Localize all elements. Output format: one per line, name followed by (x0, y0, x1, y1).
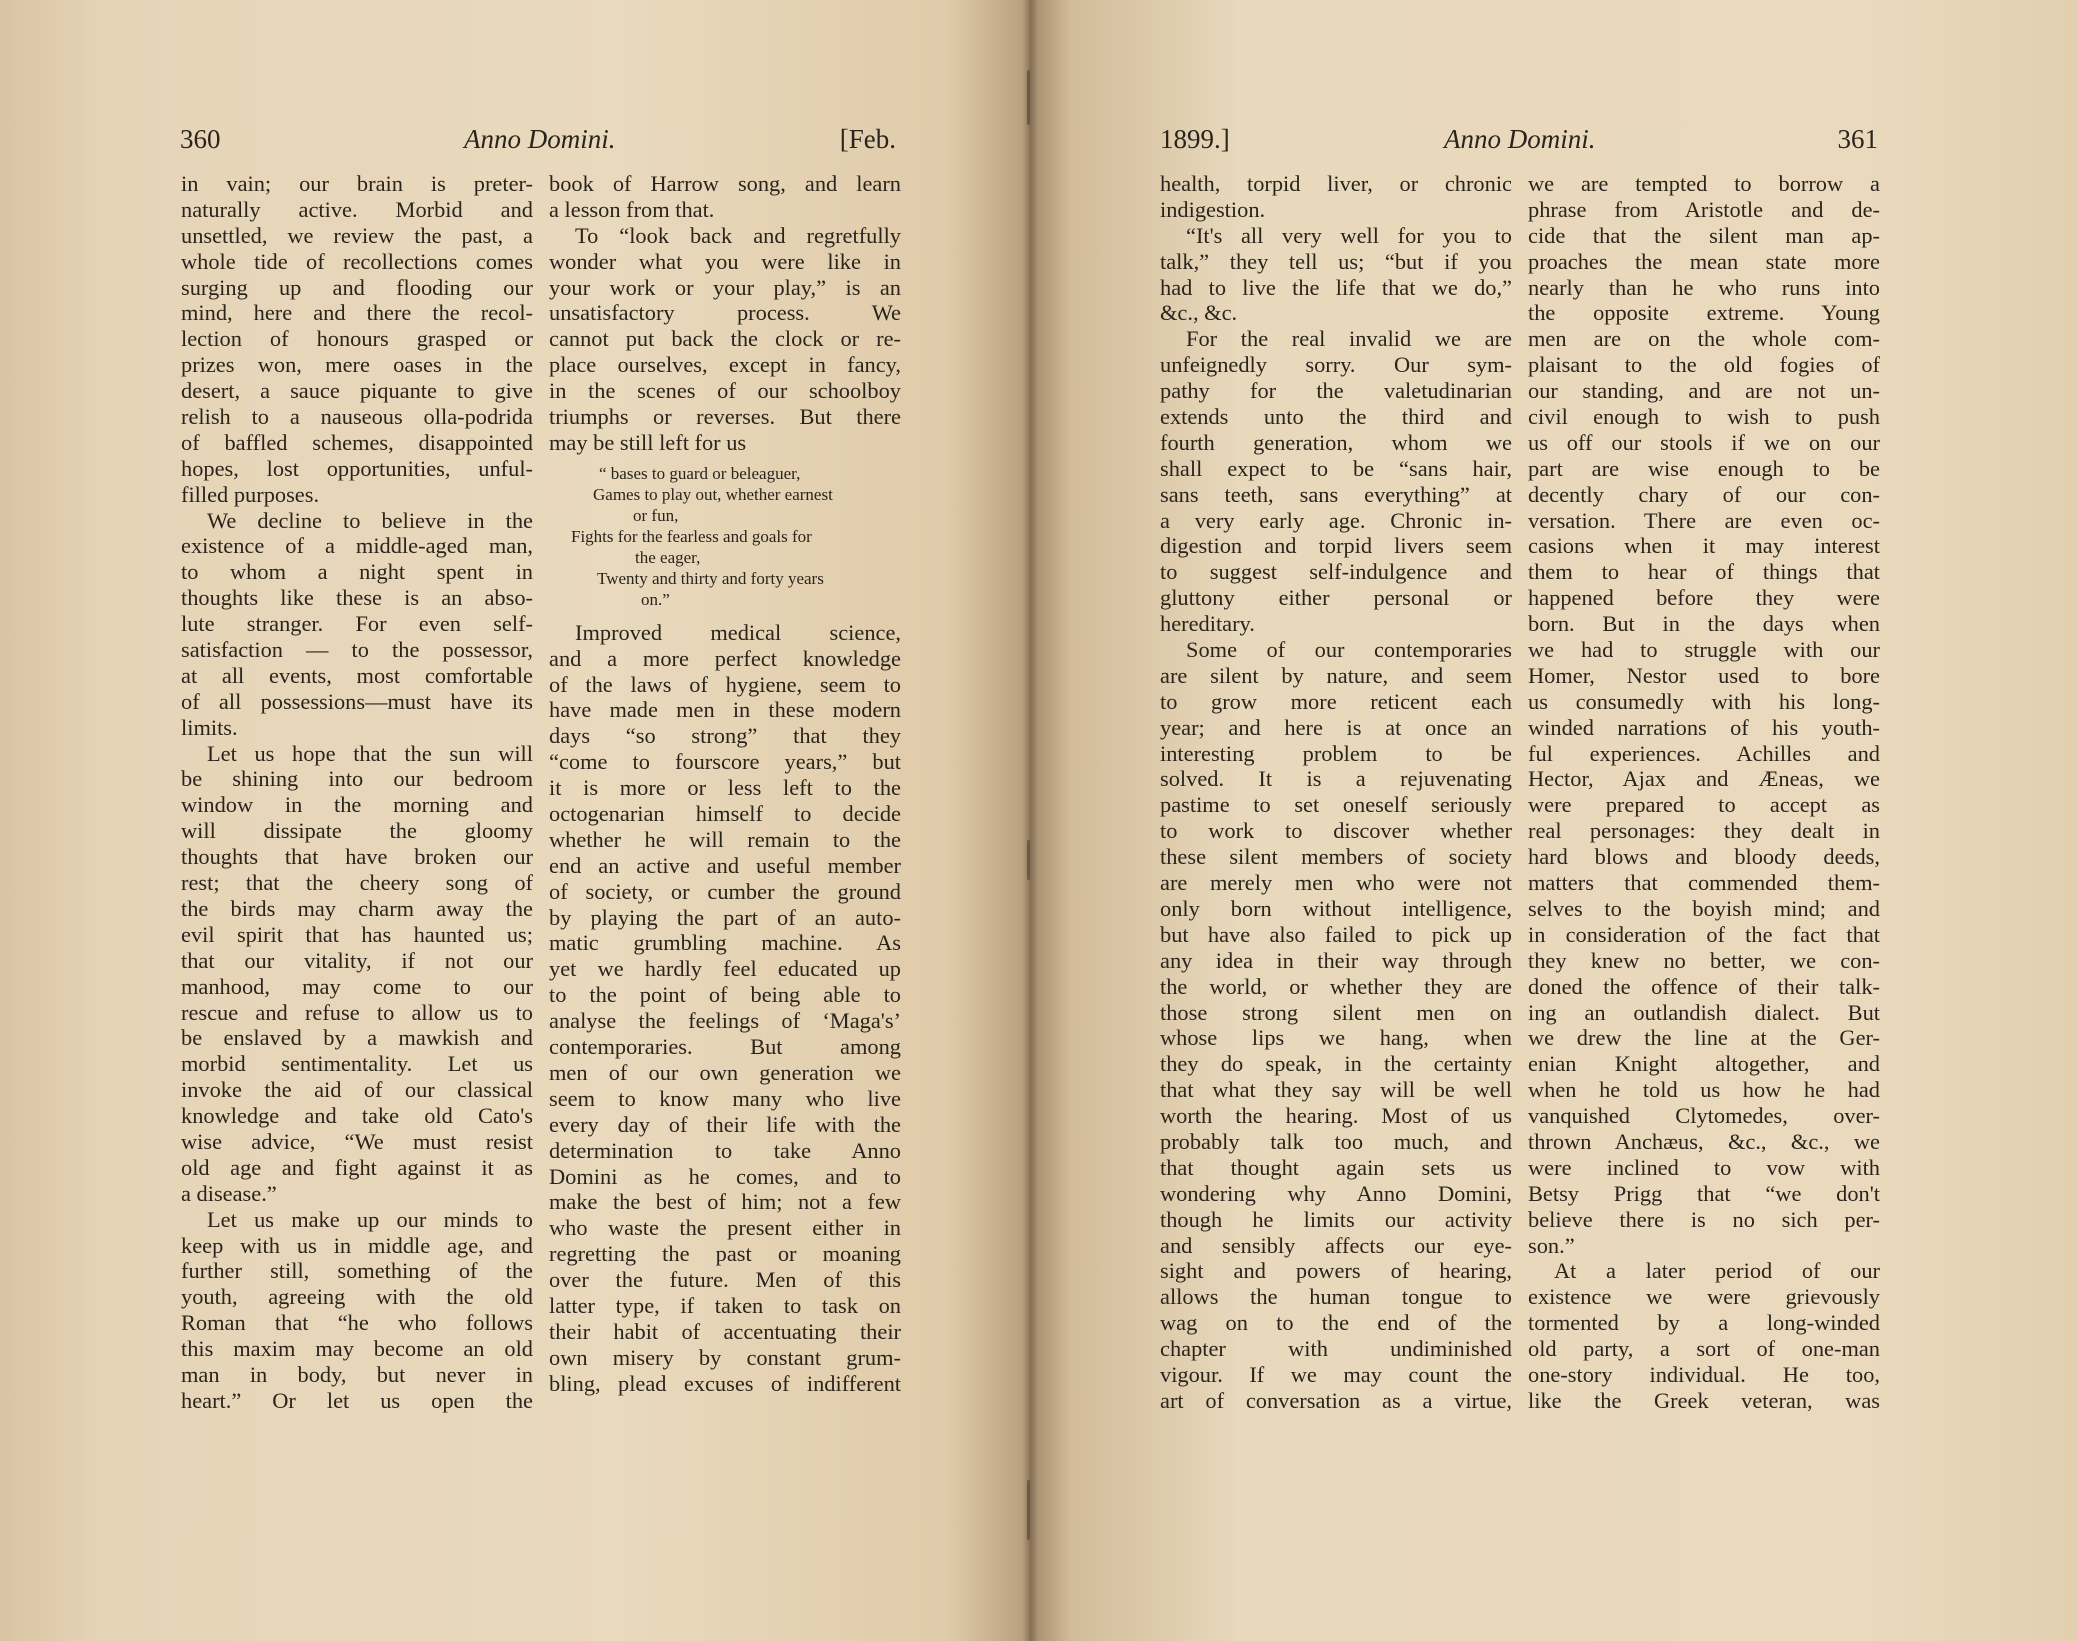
text-line: solved. It is a rejuvenating (1160, 766, 1512, 792)
book-gutter (1022, 0, 1038, 1641)
text-line: existence of a middle-aged man, (181, 533, 533, 559)
text-line: happened before they were (1528, 585, 1880, 611)
text-line: unsettled, we review the past, a (181, 222, 533, 248)
text-line: interesting problem to be (1160, 740, 1512, 766)
text-line: to whom a night spent in (181, 559, 533, 585)
text-line: shall expect to be “sans hair, (1160, 455, 1512, 481)
text-line: proaches the mean state more (1528, 248, 1880, 274)
text-line: allows the human tongue to (1160, 1284, 1512, 1310)
text-line: any idea in their way through (1160, 947, 1512, 973)
text-line: sans teeth, sans everything” at (1160, 481, 1512, 507)
text-line: they do speak, in the certainty (1160, 1051, 1512, 1077)
text-line: triumphs or reverses. But there (549, 404, 901, 430)
text-line: nearly than he who runs into (1528, 274, 1880, 300)
text-line: limits. (181, 714, 238, 740)
text-line: window in the morning and (181, 792, 533, 818)
text-line: winded narrations of his youth- (1528, 714, 1880, 740)
text-line: we are tempted to borrow a (1528, 171, 1880, 196)
text-line: Improved medical science, (575, 619, 901, 645)
text-line: and sensibly affects our eye- (1160, 1232, 1512, 1258)
text-line: casions when it may interest (1528, 533, 1880, 559)
text-line: a very early age. Chronic in- (1160, 507, 1512, 533)
text-line: sight and powers of hearing, (1160, 1258, 1512, 1284)
text-line: in the scenes of our schoolboy (549, 378, 901, 404)
poem-line: Games to play out, whether earnest (593, 484, 833, 504)
text-line: wise advice, “We must resist (181, 1128, 533, 1154)
page-number: 360 (180, 124, 221, 154)
poem-line: or fun, (633, 505, 679, 525)
text-line: seem to know many who live (549, 1085, 901, 1111)
text-line: Let us hope that the sun will (207, 740, 533, 766)
text-line: man in body, but never in (181, 1361, 533, 1387)
text-line: of baffled schemes, disappointed (181, 429, 533, 455)
page-number: 361 (1837, 124, 1878, 154)
text-line: further still, something of the (181, 1258, 533, 1284)
text-line: versation. There are even oc- (1528, 507, 1880, 533)
text-line: thoughts that have broken our (181, 844, 533, 870)
text-line: doned the offence of their talk- (1528, 973, 1880, 999)
text-line: satisfaction — to the possessor, (181, 637, 533, 663)
text-line: determination to take Anno (549, 1137, 901, 1163)
text-line: hard blows and bloody deeds, (1528, 844, 1880, 870)
text-line: we drew the line at the Ger- (1528, 1025, 1880, 1051)
text-line: have made men in these modern (549, 697, 901, 723)
text-line: though he limits our activity (1160, 1206, 1512, 1232)
text-line: that what they say will be well (1160, 1077, 1512, 1103)
text-line: morbid sentimentality. Let us (181, 1051, 533, 1077)
text-line: end an active and useful member (549, 852, 901, 878)
text-line: this maxim may become an old (181, 1336, 533, 1362)
poem-line: “ bases to guard or beleaguer, (599, 463, 801, 483)
text-line: selves to the boyish mind; and (1528, 895, 1880, 921)
text-line: plaisant to the old fogies of (1528, 352, 1880, 378)
text-line: unfeignedly sorry. Our sym- (1160, 352, 1512, 378)
text-line: cide that the silent man ap- (1528, 222, 1880, 248)
text-line: regretting the past or moaning (549, 1241, 901, 1267)
text-line: keep with us in middle age, and (181, 1232, 533, 1258)
text-line: Let us make up our minds to (207, 1206, 533, 1232)
binding-stitch (1027, 1480, 1030, 1540)
text-line: may be still left for us (549, 429, 747, 455)
text-line: old age and fight against it as (181, 1154, 533, 1180)
text-line: relish to a nauseous olla-podrida (181, 404, 533, 430)
right-page-column-1 (1160, 171, 1512, 1414)
text-line: vanquished Clytomedes, over- (1528, 1103, 1880, 1129)
text-line: of all possessions—must have its (181, 688, 533, 714)
text-line: were inclined to vow with (1528, 1154, 1880, 1180)
text-line: to suggest self-indulgence and (1160, 559, 1512, 585)
section-date: 1899.] (1160, 124, 1230, 154)
text-line: worth the hearing. Most of us (1160, 1103, 1512, 1129)
section-date: [Feb. (839, 124, 896, 154)
text-line: gluttony either personal or (1160, 585, 1512, 611)
text-line: rescue and refuse to allow us to (181, 999, 533, 1025)
text-line: Homer, Nestor used to bore (1528, 662, 1880, 688)
text-line: we had to struggle with our (1528, 637, 1880, 663)
text-line: those strong silent men on (1160, 999, 1512, 1025)
text-line: probably talk too much, and (1160, 1128, 1512, 1154)
text-line: matic grumbling machine. As (549, 930, 901, 956)
text-line: Roman that “he who follows (181, 1310, 533, 1336)
text-line: year; and here is at once an (1160, 714, 1512, 740)
text-line: rest; that the cheery song of (181, 870, 533, 896)
text-line: the birds may charm away the (181, 895, 533, 921)
text-line: yet we hardly feel educated up (549, 956, 901, 982)
text-line: will dissipate the gloomy (181, 818, 533, 844)
text-line: knowledge and take old Cato's (181, 1103, 533, 1129)
text-line: over the future. Men of this (549, 1267, 901, 1293)
poem-line: Twenty and thirty and forty years (597, 568, 824, 588)
text-line: in vain; our brain is preter- (181, 171, 533, 196)
text-line: youth, agreeing with the old (181, 1284, 533, 1310)
text-line: who waste the present either in (549, 1215, 901, 1241)
text-line: lection of honours grasped or (181, 326, 533, 352)
text-line: our standing, and are not un- (1528, 378, 1880, 404)
text-line: surging up and flooding our (181, 274, 533, 300)
text-line: be enslaved by a mawkish and (181, 1025, 533, 1051)
left-page-column-2 (549, 171, 901, 1397)
text-line: wondering why Anno Domini, (1160, 1180, 1512, 1206)
running-title: Anno Domini. (464, 124, 616, 154)
text-line: believe there is no sich per- (1528, 1206, 1880, 1232)
text-line: men of our own generation we (549, 1059, 901, 1085)
left-page-header (180, 124, 896, 164)
text-line: heart.” Or let us open the (181, 1387, 533, 1413)
text-line: are merely men who were not (1160, 870, 1512, 896)
text-line: health, torpid liver, or chronic (1160, 171, 1512, 196)
text-line: bling, plead excuses of indifferent (549, 1370, 901, 1396)
running-title: Anno Domini. (1444, 124, 1596, 154)
text-line: tormented by a long-winded (1528, 1310, 1880, 1336)
text-line: be shining into our bedroom (181, 766, 533, 792)
text-line: filled purposes. (181, 481, 320, 507)
left-page-column-1 (181, 171, 533, 1414)
text-line: part are wise enough to be (1528, 455, 1880, 481)
text-line: a disease.” (181, 1180, 277, 1206)
text-line: evil spirit that has haunted us; (181, 921, 533, 947)
text-line: thoughts like these is an abso- (181, 585, 533, 611)
text-line: invoke the aid of our classical (181, 1077, 533, 1103)
text-line: it is more or less left to the (549, 775, 901, 801)
text-line: were prepared to accept as (1528, 792, 1880, 818)
text-line: existence we were grievously (1528, 1284, 1880, 1310)
poem-quote (549, 463, 901, 610)
text-line: decently chary of our con- (1528, 481, 1880, 507)
text-line: vigour. If we may count the (1160, 1361, 1512, 1387)
text-line: Some of our contemporaries (1186, 637, 1512, 663)
text-line: Betsy Prigg that “we don't (1528, 1180, 1880, 1206)
text-line: Domini as he comes, and to (549, 1163, 901, 1189)
poem-line: on.” (641, 589, 670, 609)
text-line: them to hear of things that (1528, 559, 1880, 585)
text-line: hereditary. (1160, 611, 1255, 637)
text-line: ful experiences. Achilles and (1528, 740, 1880, 766)
text-line: whole tide of recollections comes (181, 248, 533, 274)
text-line: of the laws of hygiene, seem to (549, 671, 901, 697)
text-line: like the Greek veteran, was (1528, 1387, 1880, 1413)
text-line: are silent by nature, and seem (1160, 662, 1512, 688)
text-line: place ourselves, except in fancy, (549, 352, 901, 378)
text-line: ing an outlandish dialect. But (1528, 999, 1880, 1025)
text-line: they knew no better, we con- (1528, 947, 1880, 973)
text-line: desert, a sauce piquante to give (181, 378, 533, 404)
text-line: that our vitality, if not our (181, 947, 533, 973)
text-line: pastime to set oneself seriously (1160, 792, 1512, 818)
text-line: a lesson from that. (549, 196, 715, 222)
text-line: analyse the feelings of ‘Maga's’ (549, 1008, 901, 1034)
text-line: whose lips we hang, when (1160, 1025, 1512, 1051)
text-line: that thought again sets us (1160, 1154, 1512, 1180)
text-line: us consumedly with his long- (1528, 688, 1880, 714)
text-line: real personages: they dealt in (1528, 818, 1880, 844)
text-line: every day of their life with the (549, 1111, 901, 1137)
text-line: indigestion. (1160, 196, 1266, 222)
text-line: to work to discover whether (1160, 818, 1512, 844)
text-line: digestion and torpid livers seem (1160, 533, 1512, 559)
binding-stitch (1027, 70, 1030, 125)
text-line: octogenarian himself to decide (549, 801, 901, 827)
text-line: naturally active. Morbid and (181, 196, 533, 222)
text-line: old party, a sort of one-man (1528, 1336, 1880, 1362)
text-line: son.” (1528, 1232, 1575, 1258)
text-line: phrase from Aristotle and de- (1528, 196, 1880, 222)
text-line: of society, or cumber the ground (549, 878, 901, 904)
text-line: Hector, Ajax and Æneas, we (1528, 766, 1880, 792)
text-line: us off our stools if we on our (1528, 429, 1880, 455)
text-line: cannot put back the clock or re- (549, 326, 901, 352)
text-line: book of Harrow song, and learn (549, 171, 901, 196)
right-page-header (1160, 124, 1878, 164)
text-line: civil enough to wish to push (1528, 404, 1880, 430)
text-line: wag on to the end of the (1160, 1310, 1512, 1336)
text-line: fourth generation, whom we (1160, 429, 1512, 455)
text-line: to the point of being able to (549, 982, 901, 1008)
text-line: We decline to believe in the (207, 507, 533, 533)
text-line: pathy for the valetudinarian (1160, 378, 1512, 404)
text-line: their habit of accentuating their (549, 1318, 901, 1344)
text-line: at all events, most comfortable (181, 662, 533, 688)
text-line: whether he will remain to the (549, 826, 901, 852)
text-line: art of conversation as a virtue, (1160, 1387, 1512, 1413)
text-line: lute stranger. For even self- (181, 611, 533, 637)
poem-line: Fights for the fearless and goals for (571, 526, 812, 546)
text-line: chapter with undiminished (1160, 1336, 1512, 1362)
text-line: but have also failed to pick up (1160, 921, 1512, 947)
text-line: had to live the life that we do,” (1160, 274, 1512, 300)
text-line: only born without intelligence, (1160, 895, 1512, 921)
text-line: &c., &c. (1160, 300, 1238, 326)
text-line: these silent members of society (1160, 844, 1512, 870)
text-line: to grow more reticent each (1160, 688, 1512, 714)
text-line: make the best of him; not a few (549, 1189, 901, 1215)
text-line: in consideration of the fact that (1528, 921, 1880, 947)
text-line: men are on the whole com- (1528, 326, 1880, 352)
text-line: For the real invalid we are (1186, 326, 1512, 352)
text-line: your work or your play,” is an (549, 274, 901, 300)
text-line: by playing the part of an auto- (549, 904, 901, 930)
text-line: matters that commended them- (1528, 870, 1880, 896)
text-line: thrown Anchæus, &c., &c., we (1528, 1128, 1880, 1154)
text-line: days “so strong” that they (549, 723, 901, 749)
text-line: unsatisfactory process. We (549, 300, 901, 326)
text-line: latter type, if taken to task on (549, 1292, 901, 1318)
text-line: prizes won, mere oases in the (181, 352, 533, 378)
text-line: hopes, lost opportunities, unful- (181, 455, 533, 481)
text-line: To “look back and regretfully (575, 222, 901, 248)
poem-line: the eager, (635, 547, 701, 567)
text-line: when he told us how he had (1528, 1077, 1880, 1103)
text-line: one-story individual. He too, (1528, 1361, 1880, 1387)
binding-stitch (1027, 840, 1030, 880)
text-line: wonder what you were like in (549, 248, 901, 274)
text-line: own misery by constant grum- (549, 1344, 901, 1370)
text-line: mind, here and there the recol- (181, 300, 533, 326)
text-line: talk,” they tell us; “but if you (1160, 248, 1512, 274)
text-line: born. But in the days when (1528, 611, 1880, 637)
text-line: the opposite extreme. Young (1528, 300, 1880, 326)
text-line: manhood, may come to our (181, 973, 533, 999)
text-line: and a more perfect knowledge (549, 645, 901, 671)
text-line: At a later period of our (1554, 1258, 1880, 1284)
text-line: “It's all very well for you to (1186, 222, 1512, 248)
text-line: “come to fourscore years,” but (549, 749, 901, 775)
text-line: the world, or whether they are (1160, 973, 1512, 999)
text-line: extends unto the third and (1160, 404, 1512, 430)
right-page-column-2 (1528, 171, 1880, 1414)
text-line: contemporaries. But among (549, 1034, 901, 1060)
text-line: enian Knight altogether, and (1528, 1051, 1880, 1077)
